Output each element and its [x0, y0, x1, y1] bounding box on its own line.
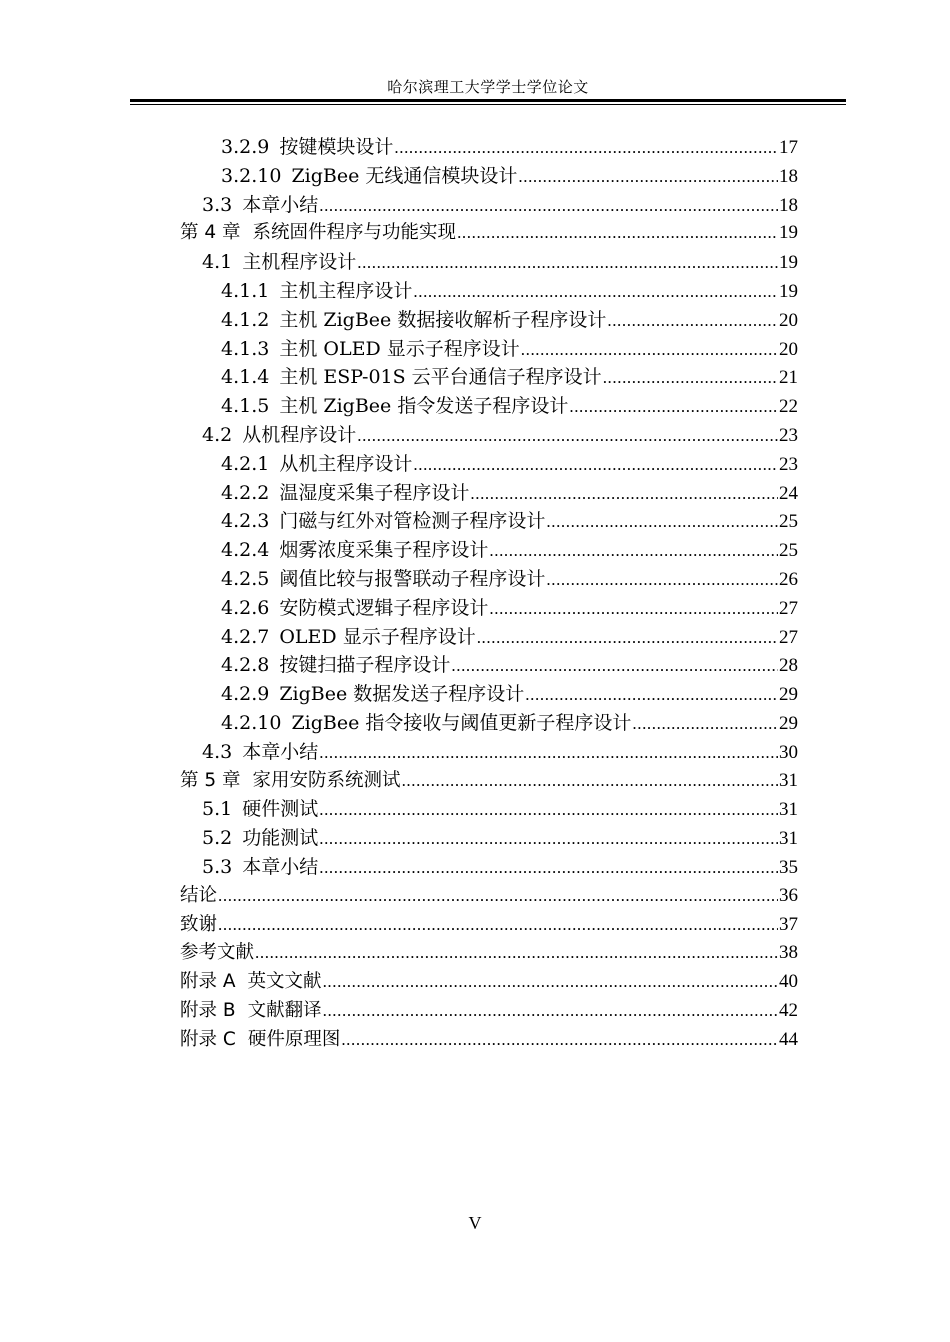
toc-entry[interactable] [180, 392, 798, 421]
toc-entry-page: 27 [779, 626, 798, 648]
toc-entry[interactable] [180, 363, 798, 392]
toc-entry[interactable] [180, 824, 798, 853]
toc-entry-title: 功能测试 [242, 827, 319, 850]
toc-entry[interactable] [180, 795, 798, 824]
toc-entry-page: 18 [779, 194, 798, 216]
toc-entry[interactable] [180, 594, 798, 623]
toc-entry-title: 硬件测试 [242, 798, 319, 821]
toc-dot-leader [319, 854, 778, 883]
toc-entry-number: 3.2.9 [221, 136, 270, 158]
toc-entry-title: OLED 显示子程序设计 [279, 625, 476, 648]
toc-entry-page: 24 [779, 482, 798, 504]
toc-entry[interactable] [180, 709, 798, 738]
toc-entry[interactable] [180, 882, 798, 911]
toc-entry-page: 20 [779, 338, 798, 360]
toc-dot-leader [525, 681, 778, 710]
toc-entry-title: 按键模块设计 [279, 136, 394, 158]
toc-entry-number: 5.3 [202, 855, 233, 878]
toc-entry-number: 4.2.5 [221, 567, 270, 590]
toc-entry-page: 23 [779, 453, 798, 475]
toc-entry[interactable] [180, 680, 798, 709]
toc-entry[interactable] [180, 767, 798, 796]
toc-dot-leader [413, 451, 778, 480]
toc-entry-title: 门磁与红外对管检测子程序设计 [279, 510, 546, 533]
toc-entry[interactable] [180, 306, 798, 335]
toc-entry-number: 4.2.1 [221, 452, 270, 475]
toc-entry-page: 37 [779, 913, 798, 935]
table-of-contents [180, 133, 798, 1055]
toc-entry-number: 4.2.9 [221, 683, 270, 706]
toc-entry-number: 第 4 章 [180, 222, 241, 244]
toc-dot-leader [489, 537, 778, 566]
header-rule-thin [130, 104, 846, 105]
toc-entry-title: 致谢 [180, 913, 218, 935]
toc-entry[interactable] [180, 738, 798, 767]
toc-entry[interactable] [180, 507, 798, 536]
toc-entry[interactable] [180, 133, 798, 162]
toc-entry-number: 4.1.1 [221, 279, 270, 302]
toc-dot-leader [521, 336, 778, 365]
toc-entry-page: 35 [779, 856, 798, 878]
toc-dot-leader [218, 882, 778, 911]
toc-entry-number: 4.3 [202, 740, 233, 763]
toc-entry[interactable] [180, 162, 798, 191]
toc-entry-title: 温湿度采集子程序设计 [279, 481, 470, 504]
toc-entry-number: 4.2.6 [221, 596, 270, 619]
toc-entry[interactable] [180, 219, 798, 248]
toc-entry-page: 31 [779, 769, 798, 791]
toc-dot-leader [323, 997, 778, 1026]
toc-entry[interactable] [180, 968, 798, 997]
toc-dot-leader [603, 364, 778, 393]
toc-dot-leader [319, 192, 778, 221]
toc-entry[interactable] [180, 565, 798, 594]
toc-entry-title: 安防模式逻辑子程序设计 [279, 596, 489, 619]
toc-dot-leader [477, 624, 778, 653]
toc-entry-number: 4.2.7 [221, 625, 270, 648]
toc-entry-page: 30 [779, 741, 798, 763]
toc-entry-page: 25 [779, 540, 798, 562]
toc-entry-page: 17 [779, 137, 798, 158]
toc-entry[interactable] [180, 421, 798, 450]
toc-entry-page: 29 [779, 684, 798, 706]
toc-entry-page: 42 [779, 999, 798, 1021]
toc-entry-page: 20 [779, 309, 798, 331]
toc-entry-number: 4.2.3 [221, 510, 270, 533]
toc-entry-title: 本章小结 [242, 740, 319, 763]
toc-entry-title: 结论 [180, 884, 218, 906]
toc-dot-leader [319, 739, 778, 768]
toc-entry-number: 5.2 [202, 827, 233, 850]
toc-entry[interactable] [180, 939, 798, 968]
toc-entry-title: 主机 OLED 显示子程序设计 [279, 337, 520, 360]
toc-entry-title: ZigBee 数据发送子程序设计 [279, 683, 525, 706]
toc-entry-number: 3.3 [202, 193, 233, 216]
toc-entry-number: 第 5 章 [180, 769, 241, 791]
toc-dot-leader [607, 307, 778, 336]
toc-entry[interactable] [180, 1026, 798, 1055]
toc-dot-leader [489, 595, 778, 624]
toc-entry-number: 4.1 [202, 251, 233, 274]
toc-entry[interactable] [180, 335, 798, 364]
toc-entry-number: 4.1.3 [221, 337, 270, 360]
toc-entry[interactable] [180, 536, 798, 565]
toc-entry-page: 22 [779, 396, 798, 418]
toc-entry[interactable] [180, 277, 798, 306]
toc-entry-page: 21 [779, 367, 798, 389]
toc-entry-title: 文献翻译 [247, 999, 322, 1021]
toc-entry-number: 4.2.4 [221, 539, 270, 562]
toc-entry-title: 主机 ZigBee 数据接收解析子程序设计 [279, 308, 607, 331]
toc-entry-title: 主机 ZigBee 指令发送子程序设计 [279, 395, 569, 418]
toc-entry-page: 19 [779, 280, 798, 302]
toc-dot-leader [357, 422, 778, 451]
toc-entry-title: 按键扫描子程序设计 [279, 654, 451, 677]
toc-entry-page: 19 [779, 222, 798, 244]
toc-entry-page: 38 [779, 942, 798, 964]
toc-entry[interactable] [180, 248, 798, 277]
toc-entry[interactable] [180, 911, 798, 940]
toc-entry[interactable] [180, 623, 798, 652]
toc-entry-page: 28 [779, 655, 798, 677]
toc-dot-leader [319, 825, 778, 854]
toc-dot-leader [341, 1026, 778, 1055]
toc-entry-page: 26 [779, 568, 798, 590]
toc-dot-leader [323, 968, 778, 997]
toc-entry-title: ZigBee 指令接收与阈值更新子程序设计 [291, 711, 632, 734]
toc-dot-leader [255, 939, 778, 968]
toc-entry[interactable] [180, 997, 798, 1026]
toc-dot-leader [470, 480, 778, 509]
toc-entry[interactable] [180, 191, 798, 220]
toc-dot-leader [632, 710, 778, 739]
toc-entry-number: 4.2.8 [221, 654, 270, 677]
toc-entry-page: 31 [779, 799, 798, 821]
toc-entry-page: 25 [779, 511, 798, 533]
toc-entry[interactable] [180, 479, 798, 508]
toc-entry-page: 29 [779, 712, 798, 734]
toc-entry-page: 40 [779, 971, 798, 993]
running-header: 哈尔滨理工大学学士学位论文 [387, 78, 589, 96]
toc-entry-title: 从机程序设计 [242, 423, 357, 446]
toc-dot-leader [218, 911, 778, 940]
toc-entry[interactable] [180, 853, 798, 882]
toc-entry-number: 附录 A [180, 971, 236, 993]
toc-entry-title: 硬件原理图 [247, 1028, 341, 1050]
toc-dot-leader [319, 796, 778, 825]
header-rule-thick [130, 99, 846, 102]
toc-entry-number: 3.2.10 [221, 164, 282, 187]
toc-entry-page: 19 [779, 252, 798, 274]
toc-entry-number: 4.2 [202, 423, 233, 446]
toc-entry-title: 系统固件程序与功能实现 [252, 222, 457, 244]
toc-dot-leader [457, 219, 778, 248]
toc-entry-number: 4.1.2 [221, 308, 270, 331]
page-number: V [468, 1213, 482, 1233]
toc-entry-title: 本章小结 [242, 193, 319, 216]
toc-entry-number: 5.1 [202, 798, 233, 821]
toc-entry[interactable] [180, 450, 798, 479]
toc-entry-title: 主机主程序设计 [279, 279, 413, 302]
toc-entry[interactable] [180, 651, 798, 680]
toc-dot-leader [518, 163, 778, 192]
toc-entry-title: 家用安防系统测试 [252, 769, 401, 791]
toc-dot-leader [546, 508, 778, 537]
toc-entry-page: 36 [779, 884, 798, 906]
toc-dot-leader [413, 278, 778, 307]
toc-entry-title: 阈值比较与报警联动子程序设计 [279, 567, 546, 590]
toc-entry-title: 本章小结 [242, 855, 319, 878]
toc-entry-title: 从机主程序设计 [279, 452, 413, 475]
toc-entry-page: 27 [779, 597, 798, 619]
toc-entry-number: 4.1.4 [221, 366, 270, 389]
toc-entry-number: 附录 B [180, 999, 236, 1021]
toc-dot-leader [394, 134, 778, 163]
toc-entry-number: 4.1.5 [221, 395, 270, 418]
toc-entry-page: 44 [779, 1028, 798, 1050]
toc-entry-title: 主机程序设计 [242, 251, 357, 274]
toc-entry-title: ZigBee 无线通信模块设计 [291, 164, 518, 187]
toc-entry-number: 4.2.2 [221, 481, 270, 504]
toc-dot-leader [357, 249, 778, 278]
toc-dot-leader [569, 393, 778, 422]
toc-entry-page: 18 [779, 165, 798, 187]
toc-entry-title: 参考文献 [180, 942, 255, 964]
toc-entry-page: 31 [779, 828, 798, 850]
toc-entry-number: 4.2.10 [221, 711, 282, 734]
toc-entry-number: 附录 C [180, 1028, 236, 1050]
toc-entry-title: 英文文献 [247, 971, 322, 993]
toc-dot-leader [451, 652, 778, 681]
toc-entry-title: 主机 ESP-01S 云平台通信子程序设计 [279, 366, 602, 389]
toc-dot-leader [402, 767, 778, 796]
toc-entry-title: 烟雾浓度采集子程序设计 [279, 539, 489, 562]
toc-entry-page: 23 [779, 424, 798, 446]
toc-dot-leader [546, 566, 778, 595]
